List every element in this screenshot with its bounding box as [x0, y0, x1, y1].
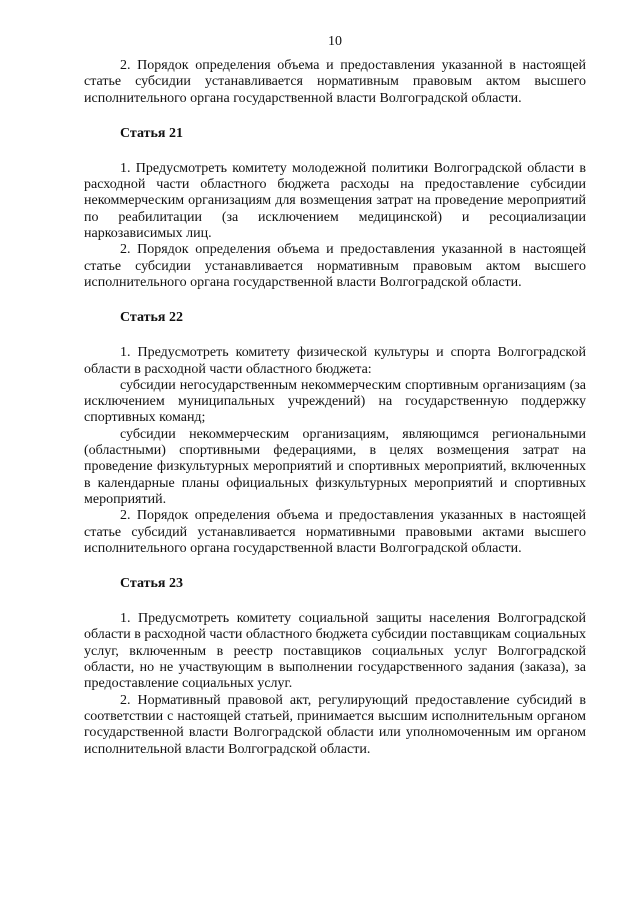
article-21 [84, 126, 586, 291]
article-title: Статья 22 [120, 310, 183, 326]
article-paragraph: 1. Предусмотреть комитету социальной защиты населения Волгоградской области в расходной части областного бюджета субсидии поставщикам социальных услуг, включенным в реестр поставщиков социальных услуг Волгоградской области, но не участвующим в выполнении государственного задания (заказа), за предоставление социальных услуг. [84, 611, 586, 692]
article-23 [84, 576, 586, 758]
article-title: Статья 23 [120, 576, 183, 592]
intro-paragraph: 2. Порядок определения объема и предоставления указанной в настоящей статье субсидии устанавливается нормативным правовым актом высшего исполнительного органа государственной власти Волгоградской области. [84, 58, 586, 106]
article-paragraph: 2. Нормативный правовой акт, регулирующий предоставление субсидий в соответствии с настоящей статьей, принимается высшим исполнительным органом государственной власти Волгоградской области или уполномоченным им органом исполнительной власти Волгоградской области. [84, 692, 586, 757]
article-paragraph: 1. Предусмотреть комитету молодежной политики Волгоградской области в расходной части областного бюджета расходы на предоставление субсидии некоммерческим организациям для возмещения затрат на проведение мероприятий по реабилитации (за исключением медицинской) и ресоциализации наркозависимых лиц. [84, 160, 586, 242]
article-paragraph: 1. Предусмотреть комитету физической культуры и спорта Волгоградской области в расходной части областного бюджета: [84, 345, 586, 377]
article-paragraph: 2. Порядок определения объема и предоставления указанных в настоящей статье субсидий устанавливается нормативными правовыми актами высшего исполнительного органа государственной власти Волгоградской области. [84, 508, 586, 556]
article-paragraph: субсидии негосударственным некоммерческим спортивным организациям (за исключением муниципальных учреждений) на государственную поддержку спортивных команд; [84, 377, 586, 426]
article-paragraph: 2. Порядок определения объема и предоставления указанной в настоящей статье субсидии устанавливается нормативным правовым актом высшего исполнительного органа государственной власти Волгоградской области. [84, 242, 586, 290]
article-22 [84, 310, 586, 557]
article-paragraph: субсидии некоммерческим организациям, являющимся региональными (областными) спортивными федерациями, в целях возмещения затрат на проведение физкультурных мероприятий и спортивных мероприятий, включенных в календарные планы официальных физкультурных мероприятий и спортивных мероприятий. [84, 426, 586, 507]
article-title: Статья 21 [120, 125, 183, 141]
page-number: 10 [328, 34, 342, 49]
